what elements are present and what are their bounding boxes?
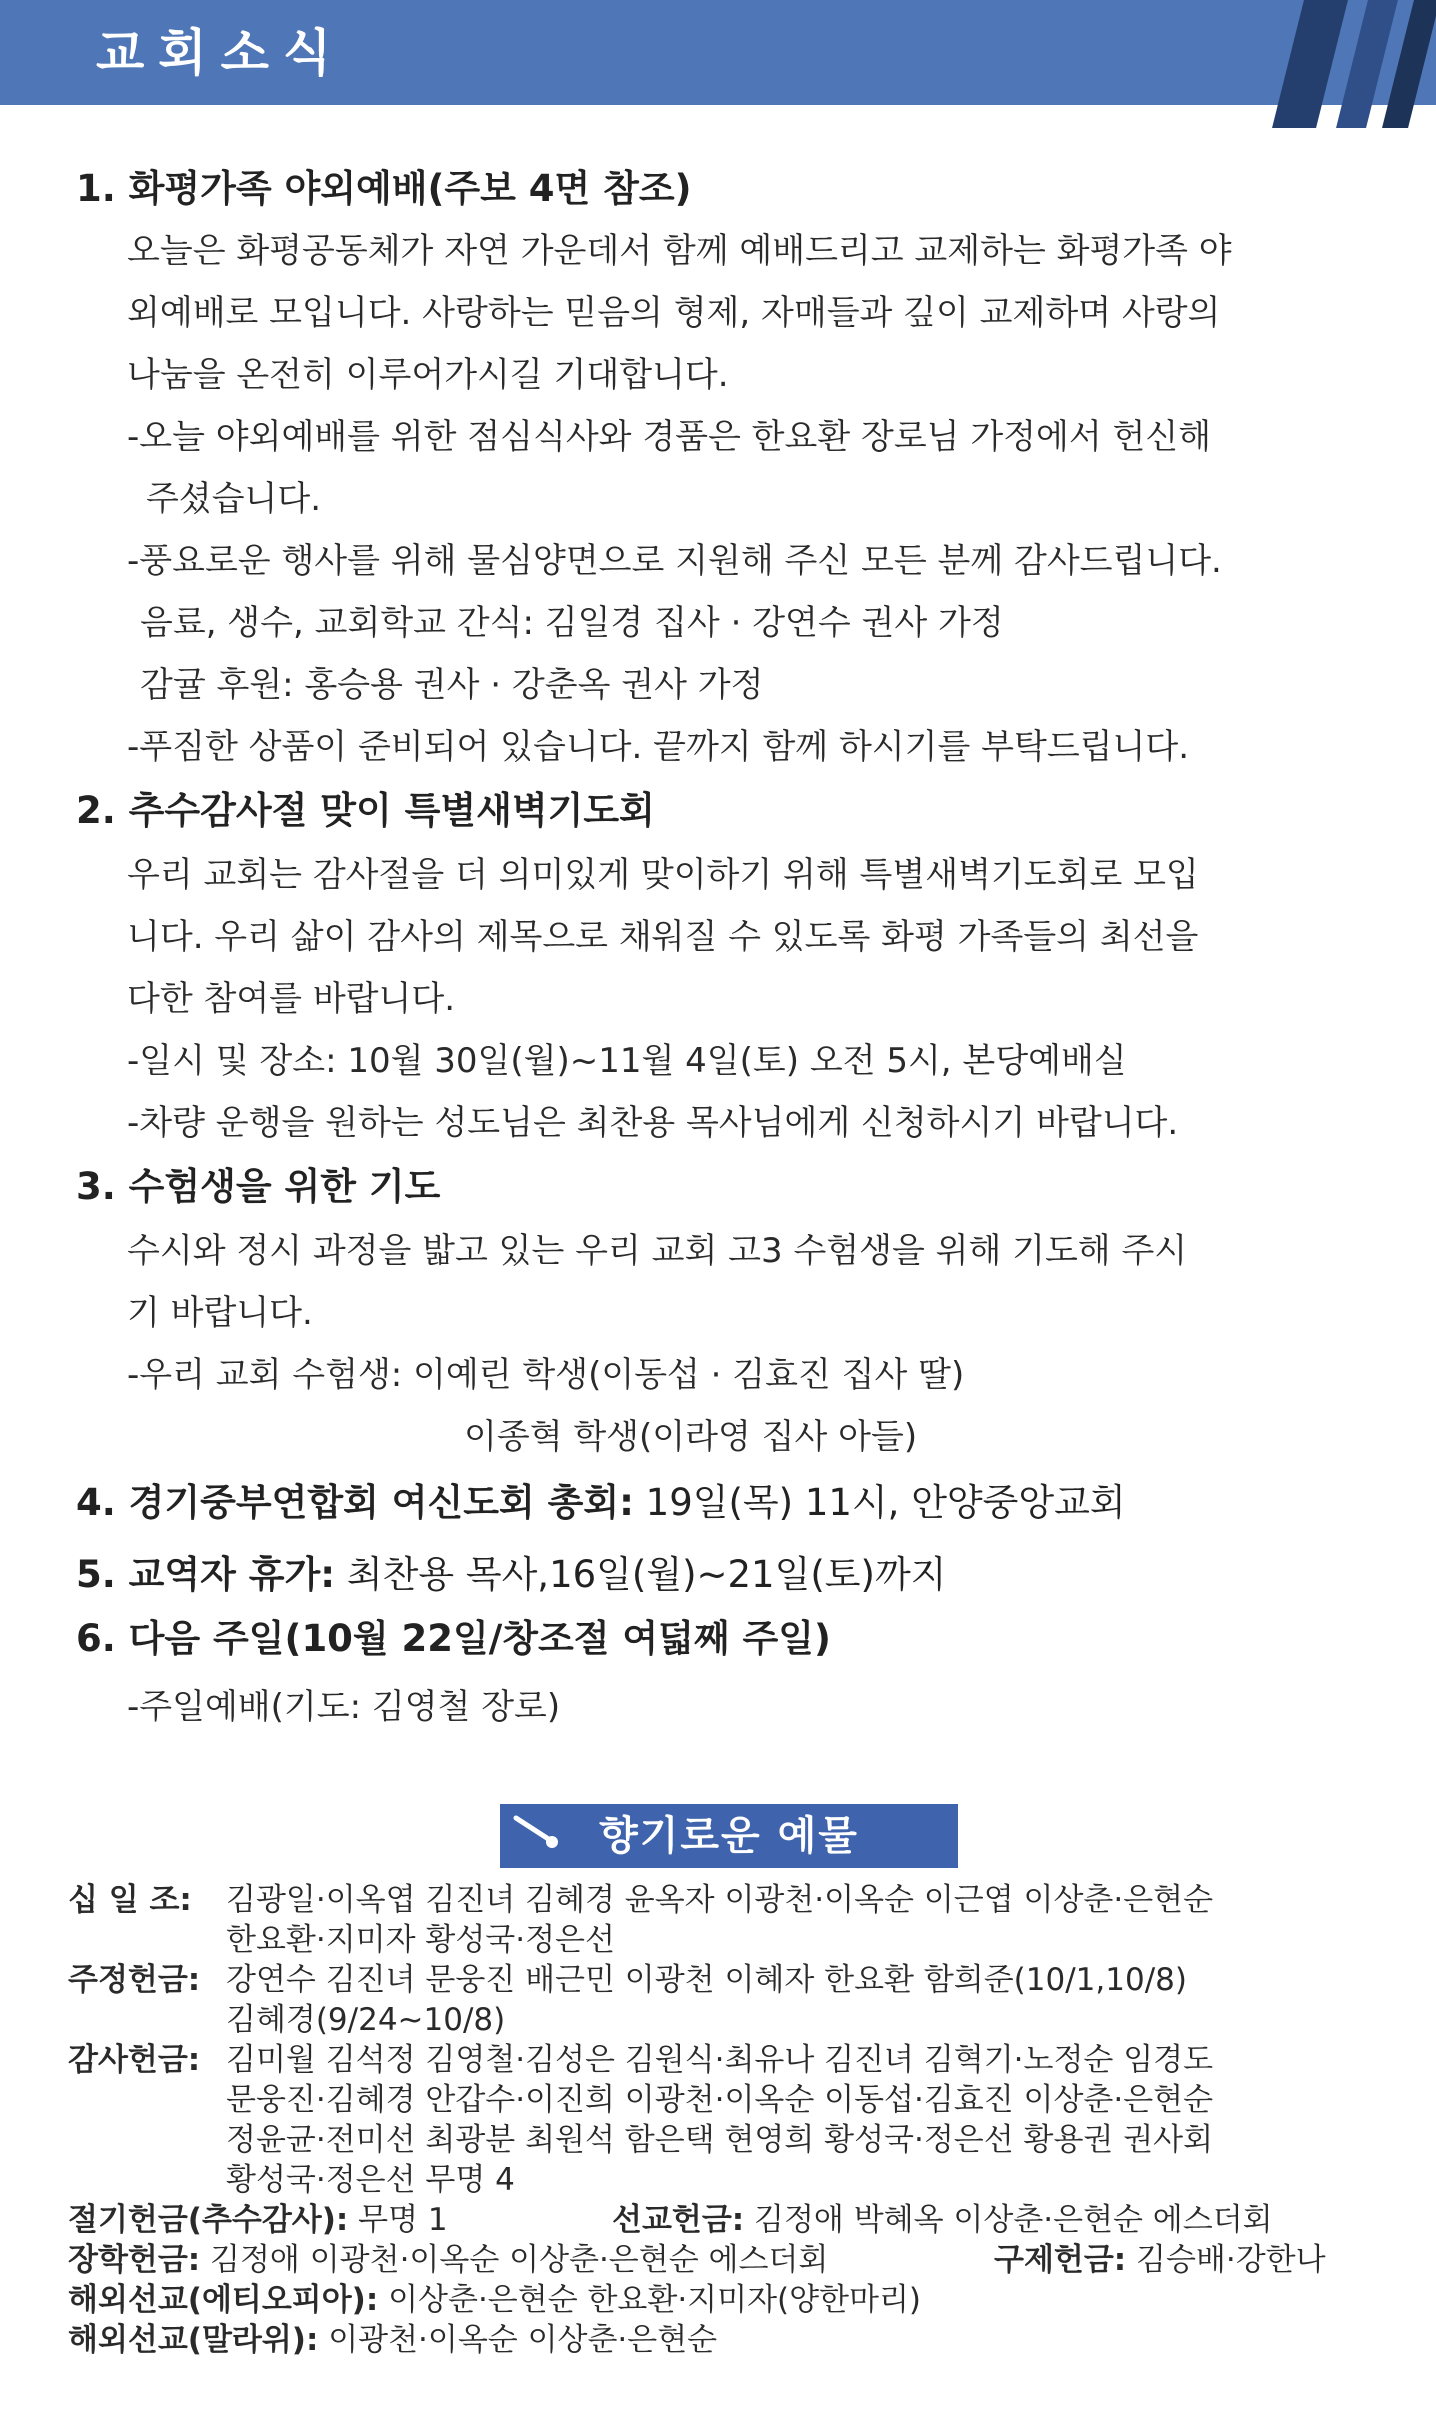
scholarship-offering [68, 2240, 828, 2280]
relief-offering [994, 2240, 1326, 2280]
relief-value: 김승배·강한나 [1126, 2242, 1326, 2278]
thanks-line: 김미월 김석정 김영철·김성은 김원식·최유나 김진녀 김혁기·노정순 임경도 [226, 2042, 1214, 2078]
page-title: 교회소식 [96, 24, 346, 82]
item-6-line: -주일예배(기도: 김영철 장로) [127, 1687, 561, 1727]
scholarship-label: 장학헌금: [68, 2242, 201, 2278]
item-1-line: 외예배로 모입니다. 사랑하는 믿음의 형제, 자매들과 깊이 교제하며 사랑의 [127, 293, 1221, 333]
item-2-line: 니다. 우리 삶이 감사의 제목으로 채워질 수 있도록 화평 가족들의 최선을 [127, 917, 1199, 957]
season-offering [68, 2200, 448, 2240]
ethiopia-value: 이상춘·은현순 한요환·지미자(양한마리) [378, 2282, 921, 2318]
item-1-line: 오늘은 화평공동체가 자연 가운데서 함께 예배드리고 교제하는 화평가족 야 [127, 231, 1232, 271]
item-2-line: 다한 참여를 바랍니다. [127, 979, 456, 1019]
item-1-line: -푸짐한 상품이 준비되어 있습니다. 끝까지 함께 하시기를 부탁드립니다. [127, 727, 1190, 767]
malawi-label: 해외선교(말라위): [68, 2322, 319, 2358]
item-6-heading: 6. 다음 주일(10월 22일/창조절 여덟째 주일) [76, 1617, 831, 1660]
mission-value: 김정애 박혜옥 이상춘·은현순 에스더회 [744, 2202, 1273, 2238]
item-2-line: -차량 운행을 원하는 성도님은 최찬용 목사님에게 신청하시기 바랍니다. [127, 1103, 1179, 1143]
item-4-heading: 4. 경기중부연합회 여신도회 총회: [76, 1481, 634, 1524]
item-4-detail: 19일(목) 11시, 안양중앙교회 [633, 1481, 1126, 1524]
item-3-line: 수시와 정시 과정을 밟고 있는 우리 교회 고3 수험생을 위해 기도해 주시 [127, 1231, 1188, 1271]
mission-label: 선교헌금: [612, 2202, 745, 2238]
season-label: 절기헌금(추수감사): [68, 2202, 349, 2238]
item-2-line: -일시 및 장소: 10월 30일(월)~11월 4일(토) 오전 5시, 본당예배실 [127, 1041, 1127, 1081]
item-3-line: -우리 교회 수험생: 이예린 학생(이동섭 · 김효진 집사 딸) [127, 1355, 965, 1395]
weekly-line: 강연수 김진녀 문웅진 배근민 이광천 이혜자 한요환 함희준(10/1,10/8) [226, 1962, 1187, 1998]
thanks-line: 문웅진·김혜경 안갑수·이진희 이광천·이옥순 이동섭·김효진 이상춘·은현순 [226, 2082, 1214, 2118]
item-3-line: 기 바랍니다. [127, 1293, 313, 1333]
item-1-line: -오늘 야외예배를 위한 점심식사와 경품은 한요환 장로님 가정에서 헌신해 [127, 417, 1212, 457]
item-5-heading: 5. 교역자 휴가: [76, 1553, 336, 1596]
item-1-line: 감귤 후원: 홍승용 권사 · 강춘옥 권사 가정 [140, 665, 764, 705]
item-5 [76, 1552, 946, 1598]
weekly-line: 김혜경(9/24~10/8) [226, 2002, 506, 2038]
offerings-title: 향기로운 예물 [599, 1813, 859, 1859]
season-value: 무명 1 [348, 2202, 448, 2238]
malawi-offering [68, 2320, 717, 2360]
thanks-label: 감사헌금: [68, 2042, 201, 2078]
offerings-banner [500, 1804, 958, 1868]
item-1-line: -풍요로운 행사를 위해 물심양면으로 지원해 주신 모든 분께 감사드립니다. [127, 541, 1222, 581]
ethiopia-offering [68, 2280, 921, 2320]
header-bar [0, 0, 1436, 105]
tithe-line: 김광일·이옥엽 김진녀 김혜경 윤옥자 이광천·이옥순 이근엽 이상춘·은현순 [226, 1882, 1214, 1918]
item-1-line: 음료, 생수, 교회학교 간식: 김일경 집사 · 강연수 권사 가정 [140, 603, 1004, 643]
item-5-detail: 최찬용 목사,16일(월)~21일(토)까지 [335, 1553, 947, 1596]
tithe-line: 한요환·지미자 황성국·정은선 [226, 1922, 615, 1958]
item-2-heading: 2. 추수감사절 맞이 특별새벽기도회 [76, 789, 655, 832]
thanks-line: 정윤균·전미선 최광분 최원석 함은택 현영희 황성국·정은선 황용권 권사회 [226, 2122, 1214, 2158]
scholarship-value: 김정애 이광천·이옥순 이상춘·은현순 에스더회 [200, 2242, 829, 2278]
item-1-line: 나눔을 온전히 이루어가시길 기대합니다. [127, 355, 729, 395]
weekly-label: 주정헌금: [68, 1962, 201, 1998]
relief-label: 구제헌금: [994, 2242, 1127, 2278]
item-3-line: 이종혁 학생(이라영 집사 아들) [464, 1417, 918, 1457]
item-1-heading: 1. 화평가족 야외예배(주보 4면 참조) [76, 167, 692, 210]
item-1-line: 주셨습니다. [146, 479, 322, 519]
malawi-value: 이광천·이옥순 이상춘·은현순 [318, 2322, 718, 2358]
thanks-line: 황성국·정은선 무명 4 [226, 2162, 515, 2198]
ethiopia-label: 해외선교(에티오피아): [68, 2282, 379, 2318]
item-4 [76, 1480, 1126, 1526]
item-2-line: 우리 교회는 감사절을 더 의미있게 맞이하기 위해 특별새벽기도회로 모입 [127, 855, 1199, 895]
mission-offering [612, 2200, 1273, 2240]
tithe-label: 십 일 조: [68, 1882, 192, 1918]
item-3-heading: 3. 수험생을 위한 기도 [76, 1165, 441, 1208]
